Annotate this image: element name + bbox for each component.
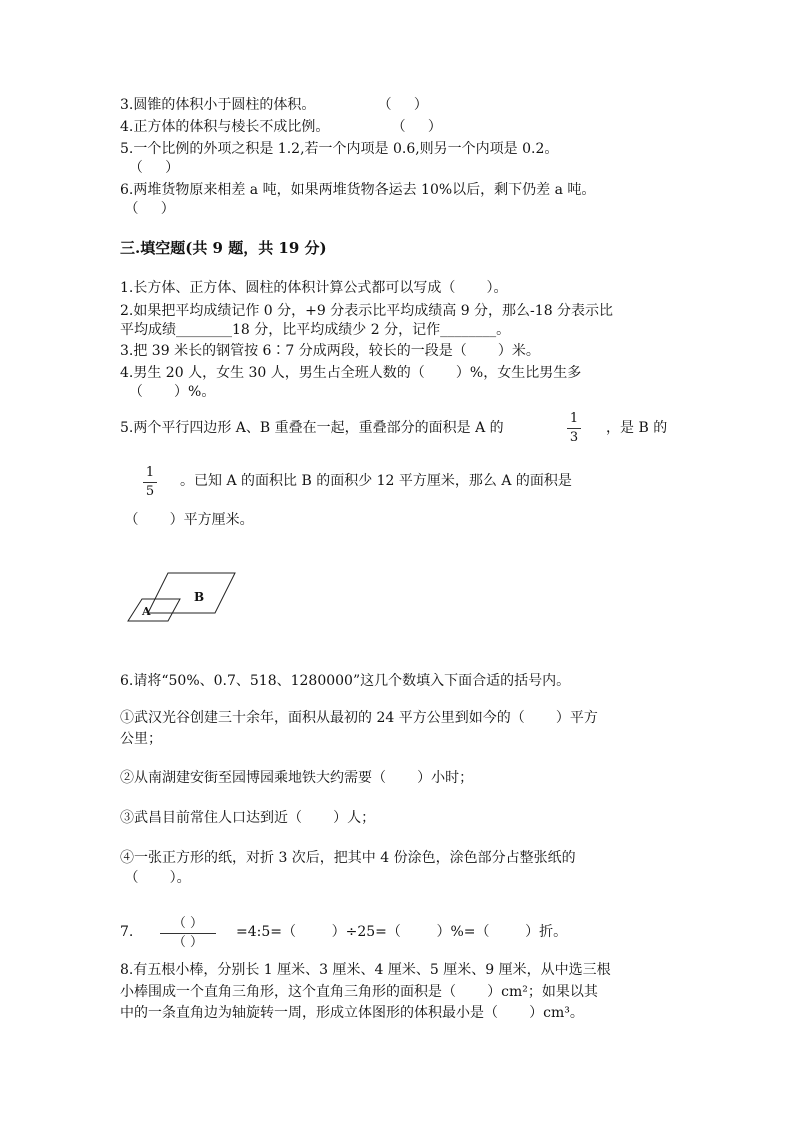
fill-q5-line1-tail: ，是 B 的 — [606, 420, 668, 436]
parallelogram-a — [128, 599, 180, 621]
judge-q4: 4.正方体的体积与棱长不成比例。 （ ） — [120, 119, 442, 135]
fraction-one-third — [567, 411, 581, 446]
fill-q3: 3.把 39 米长的钢管按 6∶7 分成两段，较长的一段是（ ）米。 — [120, 343, 540, 359]
fill-q6-item4-line1: ④一张正方形的纸，对折 3 次后，把其中 4 份涂色，涂色部分占整张纸的 — [120, 850, 576, 866]
parallelogram-figure — [120, 565, 250, 627]
fill-q5-line2: 。已知 A 的面积比 B 的面积少 12 平方厘米，那么 A 的面积是 — [180, 473, 572, 489]
fill-q7-tail: =4:5=（ ）÷25=（ ）%=（ ）折。 — [236, 924, 568, 940]
fill-q6: 6.请将“50%、0.7、518、1280000”这几个数填入下面合适的括号内。 — [120, 673, 571, 689]
fraction-numerator: 1 — [569, 411, 579, 426]
fraction-blank — [160, 916, 216, 951]
fill-q6-item2: ②从南湖建安街至园博园乘地铁大约需要（ ）小时； — [120, 770, 474, 786]
section-title: 三.填空题(共 9 题，共 19 分) — [120, 239, 327, 257]
fraction-one-fifth — [143, 465, 157, 500]
parallelogram-b — [148, 573, 235, 613]
fill-q4-line2: （ ）%。 — [120, 384, 216, 400]
fill-q7-number: 7. — [120, 924, 134, 940]
fill-q8-line3: 中的一条直角边为轴旋转一周，形成立体图形的体积最小是（ ）cm³。 — [120, 1005, 584, 1021]
judge-q5-line1: 5.一个比例的外项之积是 1.2,若一个内项是 0.6,则另一个内项是 0.2。 — [120, 141, 559, 157]
fill-q2-line1: 2.如果把平均成绩记作 0 分，+9 分表示比平均成绩高 9 分，那么-18 分表示比 — [120, 303, 614, 319]
fill-q2-line2: 平均成绩________18 分，比平均成绩少 2 分，记作________。 — [120, 322, 511, 338]
fill-q6-item4-line2: （ ）。 — [120, 870, 191, 886]
fill-q5-line1: 5.两个平行四边形 A、B 重叠在一起，重叠部分的面积是 A 的 — [120, 420, 504, 436]
label-a: A — [142, 605, 151, 618]
judge-q6-line2: （ ） — [120, 201, 175, 217]
fraction-numerator: 1 — [145, 465, 155, 480]
fill-q4-line1: 4.男生 20 人，女生 30 人，男生占全班人数的（ ）%，女生比男生多 — [120, 365, 582, 381]
fill-q6-item3: ③武昌目前常住人口达到近（ ）人； — [120, 810, 376, 826]
fill-q5-line3: （ ）平方厘米。 — [120, 512, 254, 528]
fill-q6-item1-line2: 公里； — [120, 731, 162, 747]
fraction-numerator: （ ） — [172, 916, 204, 931]
label-b: B — [194, 590, 205, 604]
fill-q1: 1.长方体、正方体、圆柱的体积计算公式都可以写成（ ）。 — [120, 280, 508, 296]
fraction-denominator: 5 — [145, 484, 155, 499]
fraction-bar — [143, 482, 157, 483]
fraction-bar — [160, 933, 216, 934]
fraction-denominator: 3 — [569, 430, 579, 445]
fraction-bar — [567, 428, 581, 429]
fill-q8-line1: 8.有五根小棒，分别长 1 厘米、3 厘米、4 厘米、5 厘米、9 厘米，从中选三根 — [120, 962, 611, 978]
judge-q3: 3.圆锥的体积小于圆柱的体积。 （ ） — [120, 97, 428, 113]
fill-q6-item1-line1: ①武汉光谷创建三十余年，面积从最初的 24 平方公里到如今的（ ）平方 — [120, 710, 598, 726]
fraction-denominator: （ ） — [172, 935, 204, 950]
fill-q8-line2: 小棒围成一个直角三角形，这个直角三角形的面积是（ ）cm²；如果以其 — [120, 984, 598, 1000]
judge-q6-line1: 6.两堆货物原来相差 a 吨，如果两堆货物各运去 10%以后，剩下仍差 a 吨。 — [120, 182, 596, 198]
judge-q5-line2: （ ） — [120, 160, 180, 176]
